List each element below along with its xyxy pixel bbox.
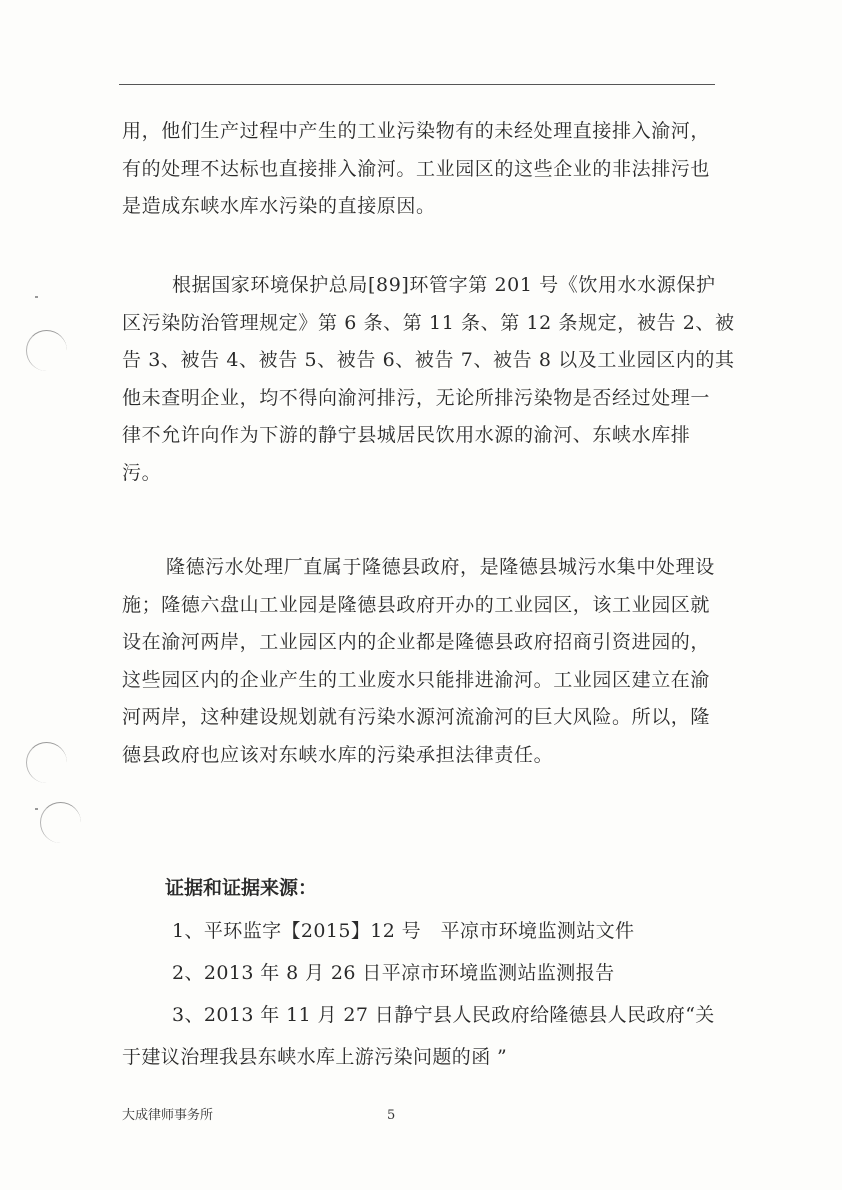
paragraph-2-line: 污。 <box>122 461 162 484</box>
footer-firm-name: 大成律师事务所 <box>122 1108 214 1123</box>
paragraph-3 <box>122 549 722 774</box>
paragraph-2-line: 区污染防治管理规定》第 6 条、第 11 条、第 12 条规定，被告 2、被 <box>122 311 735 334</box>
paragraph-2-line: 告 3、被告 4、被告 5、被告 6、被告 7、被告 8 以及工业园区内的其 <box>122 349 735 371</box>
binder-hole <box>26 742 67 783</box>
paragraph-3-line: 施；隆德六盘山工业园是隆德县政府开办的工业园区，该工业园区就 <box>122 593 711 616</box>
paragraph-3-line: 河两岸，这种建设规划就有污染水源河流渝河的巨大风险。所以，隆 <box>122 706 711 728</box>
paragraph-3-line: 德县政府也应该对东峡水库的污染承担法律责任。 <box>122 743 554 766</box>
evidence-heading: 证据和证据来源： <box>165 877 318 899</box>
paragraph-1 <box>122 113 722 226</box>
evidence-item: 2、2013 年 8 月 26 日平凉市环境监测站监测报告 <box>172 962 615 984</box>
evidence-list <box>122 910 722 1078</box>
binder-hole <box>40 802 81 843</box>
page-number: 5 <box>387 1108 396 1123</box>
evidence-item: 3、2013 年 11 月 27 日静宁县人民政府给隆德县人民政府“关 <box>172 1004 715 1026</box>
header-rule <box>119 84 715 85</box>
paragraph-2-line: 根据国家环境保护总局[89]环管字第 201 号《饮用水水源保护 <box>172 274 716 296</box>
scan-speck <box>35 296 38 298</box>
paragraph-2 <box>122 267 735 492</box>
paragraph-2-line: 他未查明企业，均不得向渝河排污，无论所排污染物是否经过处理一 <box>122 386 711 409</box>
paragraph-2-line: 律不允许向作为下游的静宁县城居民饮用水源的渝河、东峡水库排 <box>122 424 691 446</box>
paragraph-3-line: 设在渝河两岸，工业园区内的企业都是隆德县政府招商引资进园的， <box>122 631 711 653</box>
binder-hole <box>26 330 67 371</box>
paragraph-1-line: 是造成东峡水库水污染的直接原因。 <box>122 195 436 217</box>
paragraph-3-line: 这些园区内的企业产生的工业废水只能排进渝河。工业园区建立在渝 <box>122 668 711 691</box>
paragraph-1-line: 用，他们生产过程中产生的工业污染物有的未经处理直接排入渝河， <box>122 120 711 142</box>
evidence-item: 1、平环监字【2015】12 号 平凉市环境监测站文件 <box>172 920 635 942</box>
scan-speck <box>35 808 38 810</box>
paragraph-1-line: 有的处理不达标也直接排入渝河。工业园区的这些企业的非法排污也 <box>122 157 711 180</box>
evidence-item: 于建议治理我县东峡水库上游污染问题的函 ” <box>122 1046 508 1068</box>
paragraph-3-line: 隆德污水处理厂直属于隆德县政府，是隆德县城污水集中处理设 <box>166 556 715 578</box>
